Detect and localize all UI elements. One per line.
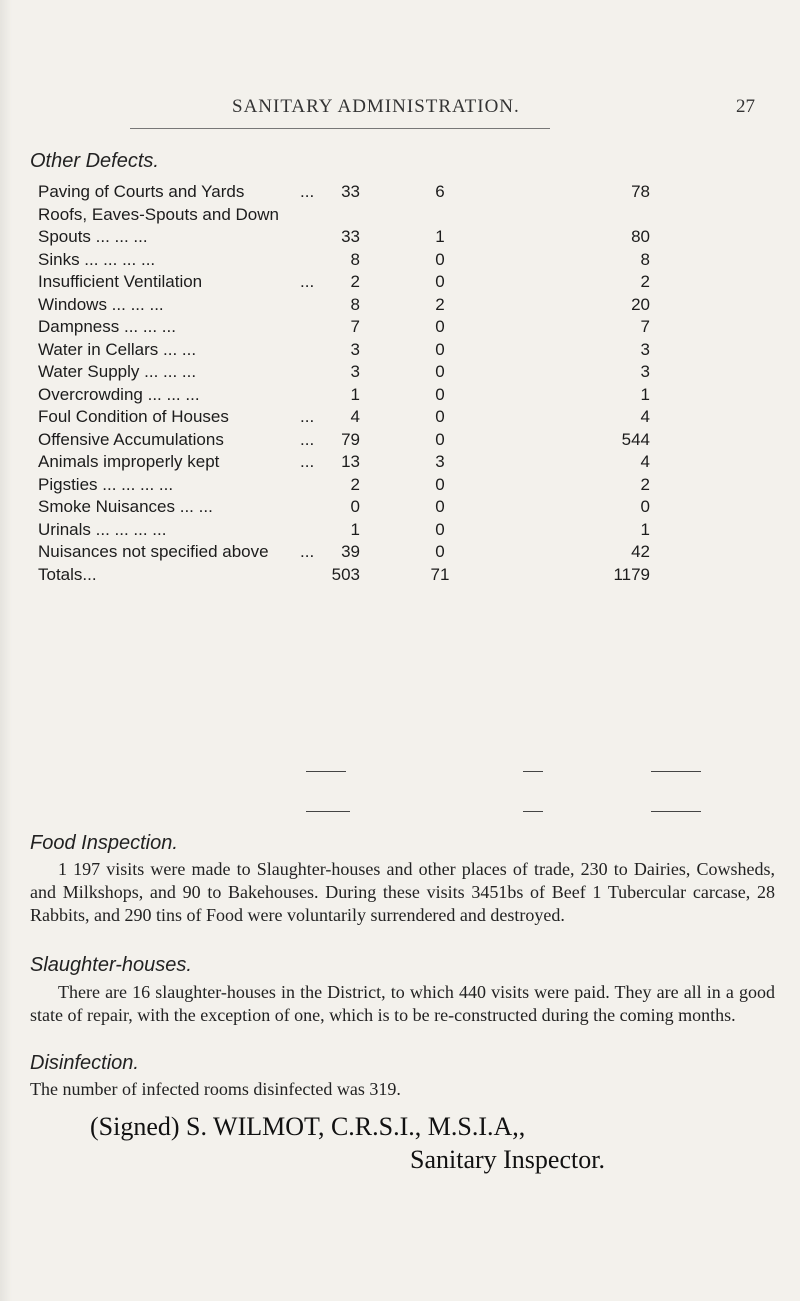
count-col-2: 0 xyxy=(435,339,445,359)
count-col-1: 13 xyxy=(341,452,360,471)
count-col-3: 3 xyxy=(640,362,650,381)
defects-table-body xyxy=(38,181,650,586)
defect-label: Offensive Accumulations xyxy=(38,429,224,449)
count-col-3: 20 xyxy=(631,294,650,314)
defects-row xyxy=(38,496,650,519)
defects-row xyxy=(38,271,650,294)
defects-row xyxy=(38,339,650,362)
totals-row xyxy=(38,564,650,587)
leader-dots xyxy=(300,519,320,542)
defects-row xyxy=(38,406,650,429)
count-col-1: 33 xyxy=(341,182,360,201)
leader-dots: ... xyxy=(300,182,315,201)
leader-dots xyxy=(300,361,320,384)
totals-rule-col3 xyxy=(651,771,701,772)
leader-dots xyxy=(300,339,320,362)
count-col-1: 8 xyxy=(350,249,360,269)
defects-row xyxy=(38,294,650,317)
count-col-1: 1 xyxy=(350,384,360,404)
defects-row xyxy=(38,361,650,384)
count-col-3: 8 xyxy=(640,249,650,269)
count-col-2: 0 xyxy=(435,542,445,561)
count-col-3: 78 xyxy=(631,182,650,201)
page-edge-shadow xyxy=(0,0,12,1301)
totals-col-1: 503 xyxy=(331,564,360,584)
count-col-3: 3 xyxy=(640,339,650,359)
leader-dots: ... xyxy=(300,407,315,426)
count-col-1: 33 xyxy=(341,227,360,246)
defect-label: Spouts ... ... ... xyxy=(38,227,148,246)
totals-underline-col2 xyxy=(523,811,543,812)
leader-dots xyxy=(300,226,320,249)
count-col-2: 0 xyxy=(435,272,445,291)
page-number: 27 xyxy=(736,96,755,117)
totals-col-2: 71 xyxy=(430,564,450,584)
leader-dots xyxy=(300,384,320,407)
defects-row xyxy=(38,429,650,452)
count-col-1: 8 xyxy=(350,294,360,314)
food-inspection-title: Food Inspection. xyxy=(30,832,178,854)
count-col-1: 2 xyxy=(350,272,360,291)
count-col-3: 1 xyxy=(640,519,650,539)
defects-row xyxy=(38,249,650,272)
defects-row xyxy=(38,384,650,407)
leader-dots xyxy=(300,249,320,272)
disinfection-title: Disinfection. xyxy=(30,1052,139,1074)
leader-dots: ... xyxy=(300,429,315,449)
count-col-2: 6 xyxy=(435,182,445,201)
defects-row xyxy=(38,541,650,564)
count-col-2: 2 xyxy=(435,294,445,314)
totals-spacer xyxy=(300,564,320,587)
header-rule xyxy=(130,128,550,129)
defect-label: Windows ... ... ... xyxy=(38,294,164,314)
count-col-1: 1 xyxy=(350,519,360,539)
count-col-1: 3 xyxy=(350,339,360,359)
count-col-3: 2 xyxy=(640,474,650,494)
count-col-2: 0 xyxy=(435,429,445,449)
defects-row xyxy=(38,226,650,249)
count-col-2: 0 xyxy=(435,407,445,426)
count-col-3: 2 xyxy=(640,272,650,291)
count-col-1: 3 xyxy=(350,362,360,381)
disinfection-paragraph: The number of infected rooms disinfected was 319. xyxy=(30,1079,401,1099)
defect-label: Pigsties ... ... ... ... xyxy=(38,474,174,494)
slaughter-houses-title: Slaughter-houses. xyxy=(30,954,192,976)
count-col-3: 42 xyxy=(631,542,650,561)
signature-block xyxy=(90,1110,605,1176)
defects-row xyxy=(38,519,650,542)
defect-label: Foul Condition of Houses xyxy=(38,407,229,426)
count-col-1: 2 xyxy=(350,474,360,494)
defect-label: Animals improperly kept xyxy=(38,452,220,471)
defect-label: Dampness ... ... ... xyxy=(38,317,176,336)
count-col-3: 1 xyxy=(640,384,650,404)
totals-underline-col1 xyxy=(306,811,350,812)
totals-rule-col1 xyxy=(306,771,346,772)
count-col-1: 4 xyxy=(350,407,360,426)
count-col-2: 0 xyxy=(435,519,445,539)
totals-label: Totals... xyxy=(38,564,97,584)
defect-label: Sinks ... ... ... ... xyxy=(38,249,156,269)
running-title: SANITARY ADMINISTRATION. xyxy=(232,96,520,117)
count-col-2: 0 xyxy=(435,474,445,494)
count-col-2: 0 xyxy=(435,362,445,381)
signature-line-1: (Signed) S. WILMOT, C.R.S.I., M.S.I.A,, xyxy=(90,1112,526,1141)
leader-dots: ... xyxy=(300,272,315,291)
count-col-3: 4 xyxy=(640,407,650,426)
defects-row xyxy=(38,204,650,227)
totals-col-3: 1179 xyxy=(613,564,650,584)
defects-row xyxy=(38,451,650,474)
leader-dots: ... xyxy=(300,542,315,561)
count-col-2: 0 xyxy=(435,384,445,404)
count-col-1: 0 xyxy=(350,497,360,516)
leader-dots xyxy=(300,294,320,317)
leader-dots xyxy=(300,496,320,519)
totals-underline-col3 xyxy=(651,811,701,812)
food-inspection-paragraph: 1 197 visits were made to Slaughter-houses and other places of trade, 230 to Dairies, Cowsheds, and Milkshops, and 90 to Bakehouses. During these visits 3451bs of Beef 1 Tubercular carcase, 28 Rabbits, and 290 tins of Food were voluntarily surrendered and destroyed. xyxy=(30,859,775,925)
count-col-2: 0 xyxy=(435,249,445,269)
signature-line-2: Sanitary Inspector. xyxy=(410,1145,605,1174)
count-col-1: 39 xyxy=(341,542,360,561)
defect-label: Nuisances not specified above xyxy=(38,542,269,561)
leader-dots xyxy=(300,316,320,339)
leader-dots xyxy=(300,204,320,227)
defects-row xyxy=(38,474,650,497)
count-col-2: 0 xyxy=(435,497,445,516)
defects-row xyxy=(38,316,650,339)
leader-dots xyxy=(300,474,320,497)
count-col-3: 4 xyxy=(640,452,650,471)
defect-label: Water in Cellars ... ... xyxy=(38,339,197,359)
count-col-1 xyxy=(320,204,360,227)
other-defects-table xyxy=(38,181,650,586)
count-col-3 xyxy=(520,204,650,227)
count-col-2 xyxy=(360,204,520,227)
leader-dots: ... xyxy=(300,452,315,471)
defect-label: Smoke Nuisances ... ... xyxy=(38,497,213,516)
count-col-3: 0 xyxy=(640,497,650,516)
defect-label: Paving of Courts and Yards xyxy=(38,182,245,201)
defect-label: Water Supply ... ... ... xyxy=(38,362,197,381)
defect-label: Roofs, Eaves-Spouts and Down xyxy=(38,204,279,224)
page-header xyxy=(0,96,800,120)
totals-rule-col2 xyxy=(523,771,543,772)
defect-label: Urinals ... ... ... ... xyxy=(38,519,167,539)
count-col-1: 7 xyxy=(350,317,360,336)
count-col-3: 7 xyxy=(640,317,650,336)
defect-label: Overcrowding ... ... ... xyxy=(38,384,200,404)
count-col-2: 0 xyxy=(435,317,445,336)
count-col-2: 1 xyxy=(435,227,445,246)
count-col-1: 79 xyxy=(341,429,360,449)
count-col-3: 80 xyxy=(631,227,650,246)
count-col-3: 544 xyxy=(621,429,650,449)
slaughter-houses-paragraph: There are 16 slaughter-houses in the District, to which 440 visits were paid. They are all in a good state of repair, with the exception of one, which is to be re-constructed during the coming months. xyxy=(30,982,775,1025)
count-col-2: 3 xyxy=(435,452,445,471)
other-defects-title: Other Defects. xyxy=(30,150,159,172)
defects-row xyxy=(38,181,650,204)
defect-label: Insufficient Ventilation xyxy=(38,272,203,291)
